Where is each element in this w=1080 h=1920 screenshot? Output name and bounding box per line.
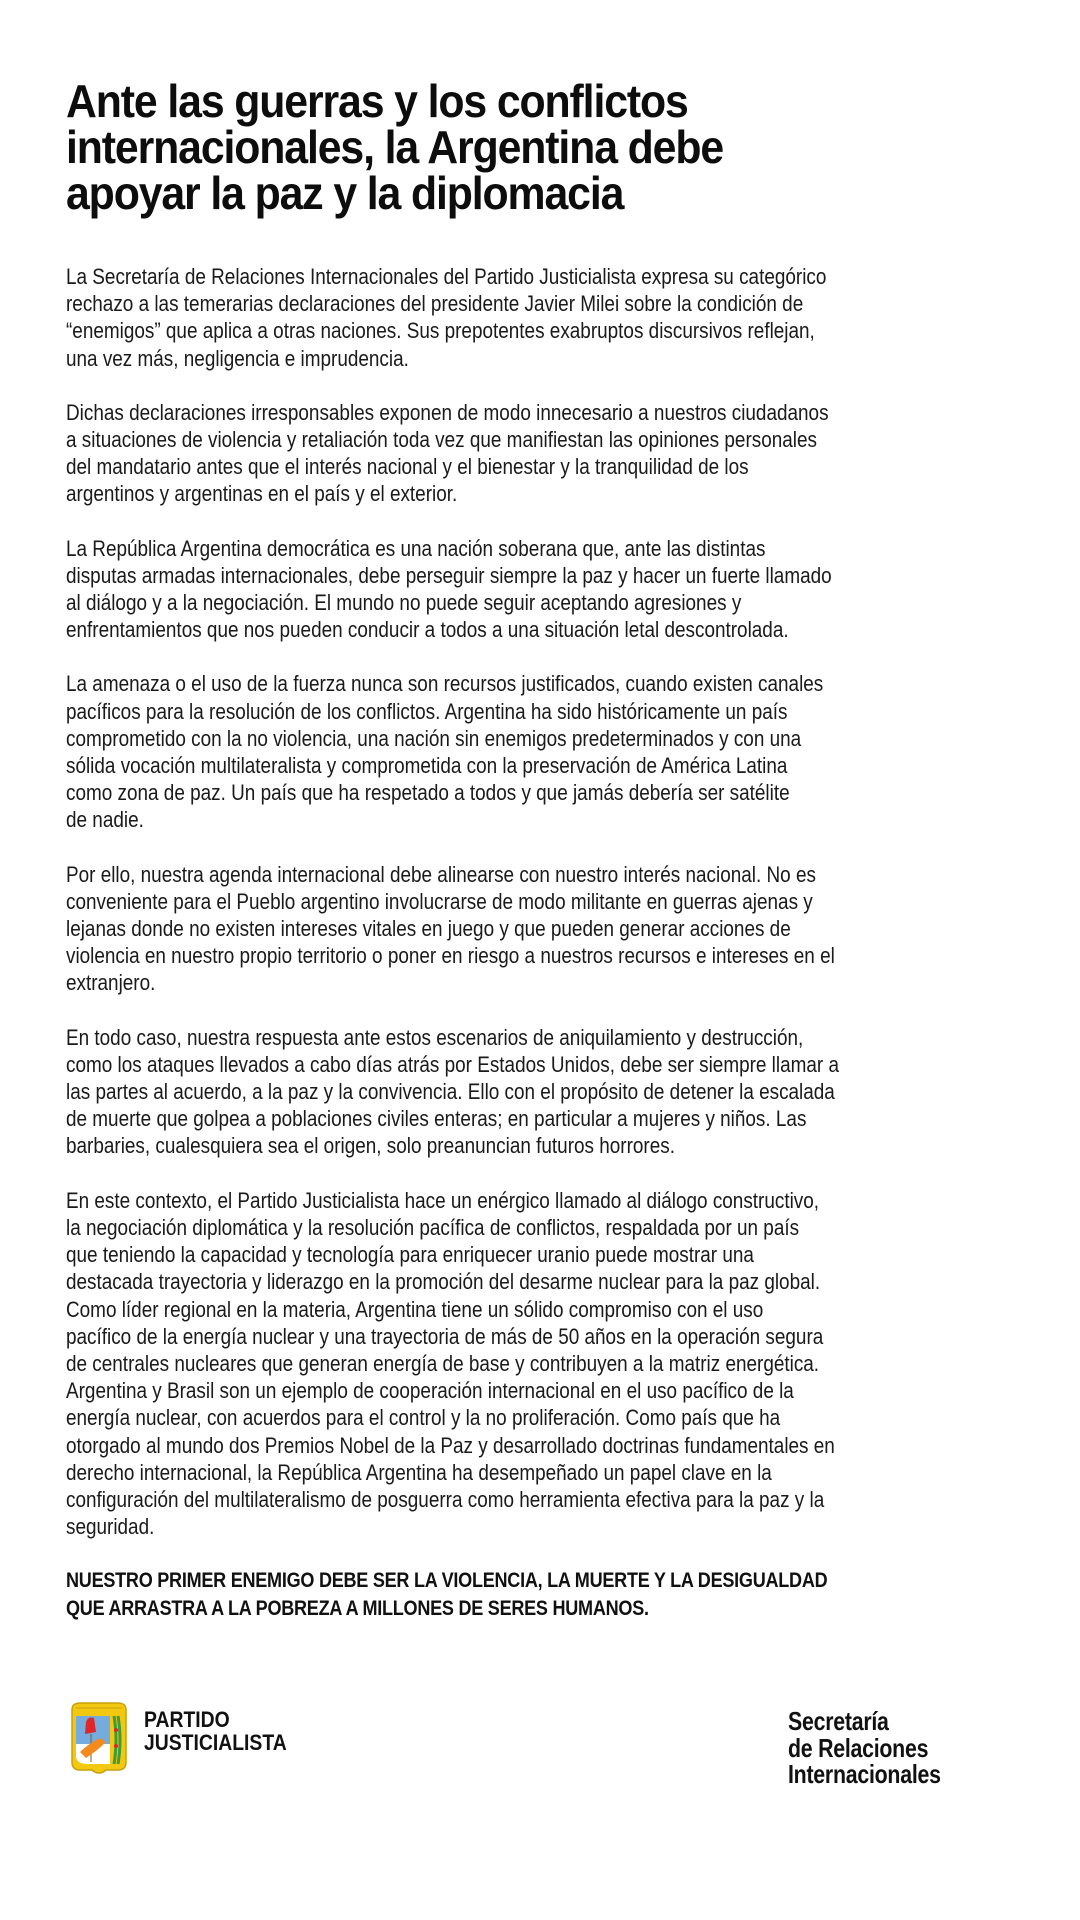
paragraph-line: rechazo a las temerarias declaraciones del presidente Javier Milei sobre la condición de	[66, 291, 804, 317]
title-line: internacionales, la Argentina debe	[66, 121, 724, 173]
secretariat-logo	[788, 1708, 974, 1788]
party-logo	[66, 1700, 306, 1778]
paragraph	[66, 670, 1026, 833]
paragraph-line: argentinos y argentinas en el país y el exterior.	[66, 481, 458, 507]
paragraph-line: lejanas donde no existen intereses vitales en juego y que pueden generar acciones de	[66, 916, 791, 942]
paragraph-line: otorgado al mundo dos Premios Nobel de la Paz y desarrollado doctrinas fundamentales en	[66, 1432, 835, 1458]
secretariat-line: Internacionales	[788, 1759, 941, 1789]
paragraph-line: a situaciones de violencia y retaliación toda vez que manifiestan las opiniones personales	[66, 427, 817, 453]
paragraph-line: seguridad.	[66, 1514, 155, 1540]
paragraph-line: En este contexto, el Partido Justicialista hace un enérgico llamado al diálogo constructivo,	[66, 1187, 820, 1213]
closing-line: QUE ARRASTRA A LA POBREZA A MILLONES DE SERES HUMANOS.	[66, 1596, 649, 1620]
paragraph-line: disputas armadas internacionales, debe perseguir siempre la paz y hacer un fuerte llamado	[66, 562, 832, 588]
paragraph-line: derecho internacional, la República Argentina ha desempeñado un papel clave en la	[66, 1459, 772, 1485]
party-shield-icon	[66, 1700, 132, 1778]
paragraph-line: La amenaza o el uso de la fuerza nunca son recursos justificados, cuando existen canales	[66, 671, 824, 697]
paragraph	[66, 263, 1026, 372]
paragraph-line: de centrales nucleares que generan energía de base y contribuyen a la matriz energética.	[66, 1350, 820, 1376]
paragraph-line: una vez más, negligencia e imprudencia.	[66, 345, 409, 371]
paragraph-line: sólida vocación multilateralista y comprometida con la preservación de América Latina	[66, 753, 788, 779]
closing-line: NUESTRO PRIMER ENEMIGO DEBE SER LA VIOLENCIA, LA MUERTE Y LA DESIGUALDAD	[66, 1569, 828, 1593]
statement-body	[66, 263, 1026, 1649]
paragraph-line: enfrentamientos que nos pueden conducir a todos a una situación letal descontrolada.	[66, 617, 789, 643]
paragraph-line: que teniendo la capacidad y tecnología para enriquecer uranio puede mostrar una	[66, 1242, 754, 1268]
paragraph-line: barbaries, cualesquiera sea el origen, solo preanuncian futuros horrores.	[66, 1133, 675, 1159]
paragraph-line: La República Argentina democrática es una nación soberana que, ante las distintas	[66, 535, 766, 561]
paragraph-line: extranjero.	[66, 970, 156, 996]
secretariat-line: Secretaría	[788, 1706, 889, 1736]
paragraph-line: energía nuclear, con acuerdos para el control y la no proliferación. Como país que ha	[66, 1405, 781, 1431]
paragraph-line: conveniente para el Pueblo argentino involucrarse de modo militante en guerras ajenas y	[66, 888, 813, 914]
paragraph-line: Argentina y Brasil son un ejemplo de cooperación internacional en el uso pacífico de la	[66, 1378, 794, 1404]
paragraph	[66, 1187, 1026, 1541]
paragraph-line: como los ataques llevados a cabo días atrás por Estados Unidos, debe ser siempre llamar a	[66, 1051, 839, 1077]
party-name-line: JUSTICIALISTA	[144, 1730, 287, 1755]
paragraph-line: de nadie.	[66, 807, 144, 833]
paragraph	[66, 399, 1026, 508]
title-line: apoyar la paz y la diplomacia	[66, 167, 624, 219]
paragraph-line: como zona de paz. Un país que ha respetado a todos y que jamás debería ser satélite	[66, 780, 790, 806]
paragraph-line: En todo caso, nuestra respuesta ante estos escenarios de aniquilamiento y destrucción,	[66, 1024, 804, 1050]
page-title	[66, 75, 772, 219]
paragraph-line: destacada trayectoria y liderazgo en la promoción del desarme nuclear para la paz global.	[66, 1269, 821, 1295]
paragraph-line: “enemigos” que aplica a otras naciones. Sus prepotentes exabruptos discursivos reflejan,	[66, 318, 815, 344]
paragraph-line: configuración del multilateralismo de posguerra como herramienta efectiva para la paz y la	[66, 1486, 825, 1512]
paragraph-line: comprometido con la no violencia, una nación sin enemigos predeterminados y con una	[66, 725, 802, 751]
title-line: Ante las guerras y los conflictos	[66, 75, 688, 127]
paragraph-line: La Secretaría de Relaciones Internacionales del Partido Justicialista expresa su categórico	[66, 264, 827, 289]
paragraph-line: pacíficos para la resolución de los conflictos. Argentina ha sido históricamente un país	[66, 698, 788, 724]
paragraph-line: Dichas declaraciones irresponsables exponen de modo innecesario a nuestros ciudadanos	[66, 399, 829, 425]
paragraph-line: las partes al acuerdo, a la paz y la convivencia. Ello con el propósito de detener la escalada	[66, 1079, 835, 1105]
secretariat-line: de Relaciones	[788, 1732, 929, 1763]
paragraph-line: la negociación diplomática y la resolución pacífica de conflictos, respaldada por un país	[66, 1214, 800, 1240]
paragraph-line: violencia en nuestro propio territorio o poner en riesgo a nuestros recursos e intereses en el	[66, 943, 835, 969]
paragraph-line: Como líder regional en la materia, Argentina tiene un sólido compromiso con el uso	[66, 1296, 764, 1322]
paragraph	[66, 535, 1026, 644]
paragraph	[66, 1024, 1026, 1160]
paragraph-line: pacífico de la energía nuclear y una trayectoria de más de 50 años en la operación segura	[66, 1323, 824, 1349]
paragraph-line: Por ello, nuestra agenda internacional debe alinearse con nuestro interés nacional. No es	[66, 861, 816, 887]
paragraph-line: del mandatario antes que el interés nacional y el bienestar y la tranquilidad de los	[66, 454, 749, 480]
party-name-line: PARTIDO	[144, 1707, 230, 1732]
paragraph-line: al diálogo y a la negociación. El mundo no puede seguir aceptando agresiones y	[66, 590, 742, 616]
closing-statement	[66, 1567, 1026, 1621]
paragraph	[66, 861, 1026, 997]
paragraph-line: de muerte que golpea a poblaciones civiles enteras; en particular a mujeres y niños. Las	[66, 1106, 807, 1132]
